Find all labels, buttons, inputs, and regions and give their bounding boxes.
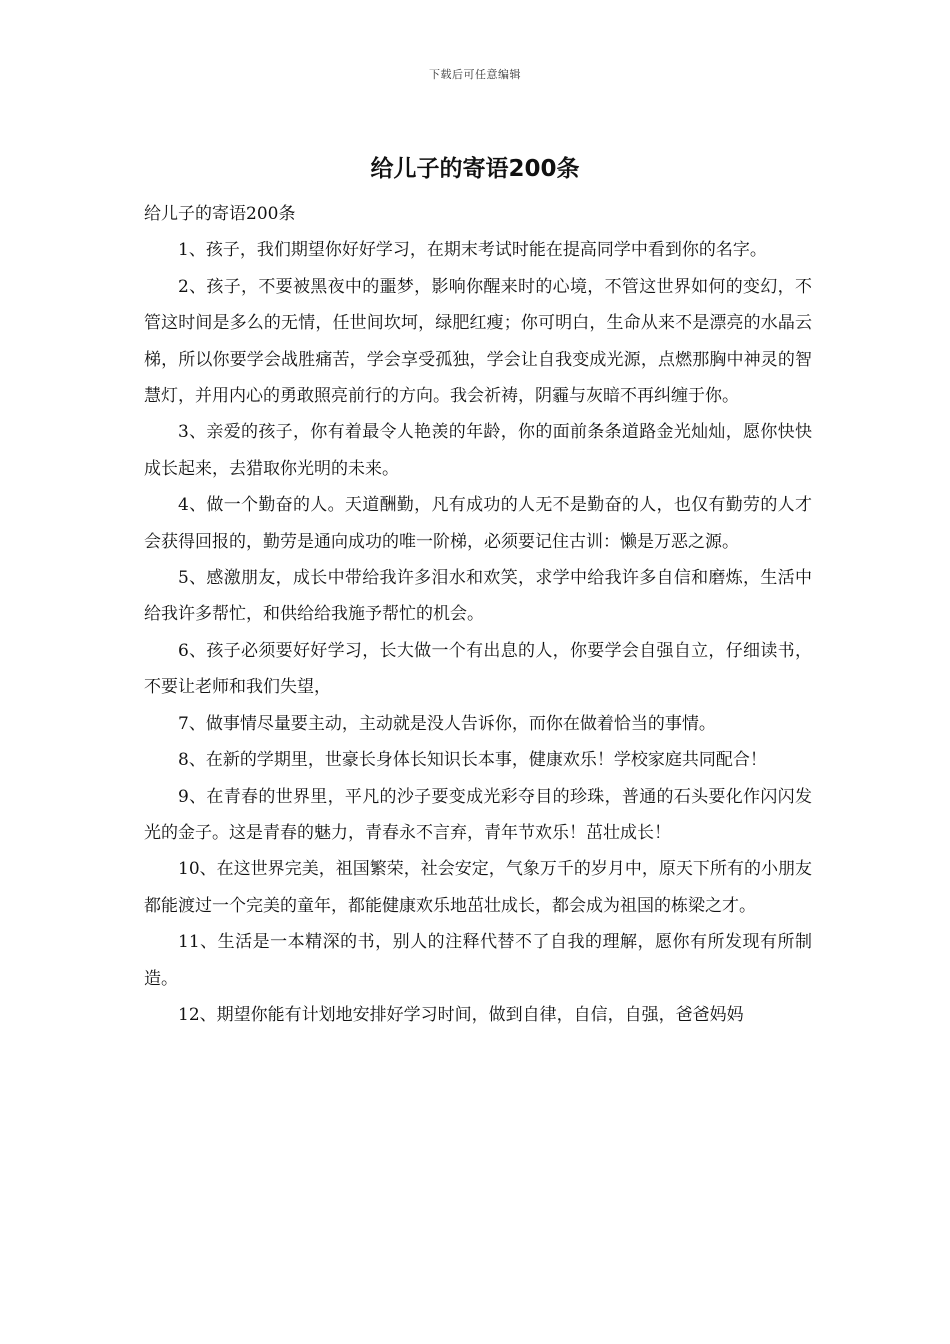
paragraph-4: 4、做一个勤奋的人。天道酬勤，凡有成功的人无不是勤奋的人，也仅有勤劳的人才会获得回报的，勤劳是通向成功的唯一阶梯，必须要记住古训：懒是万恶之源。: [144, 495, 812, 552]
paragraph-11: 11、生活是一本精深的书，别人的注释代替不了自我的理解，愿你有所发现有所制造。: [144, 932, 812, 989]
paragraph-12: 12、期望你能有计划地安排好学习时间，做到自律，自信，自强，爸爸妈妈: [178, 1004, 744, 1025]
paragraph-8: 8、在新的学期里，世豪长身体长知识长本事，健康欢乐！学校家庭共同配合！: [178, 750, 767, 771]
document-subtitle: 给儿子的寄语200条: [144, 204, 296, 224]
paragraph-3: 3、亲爱的孩子，你有着最令人艳羡的年龄，你的面前条条道路金光灿灿，愿你快快成长起来，去猎取你光明的未来。: [144, 422, 812, 479]
paragraph-7: 7、做事情尽量要主动，主动就是没人告诉你，而你在做着恰当的事情。: [178, 713, 716, 734]
page-header-note: 下载后可任意编辑: [429, 68, 521, 81]
document-title: 给儿子的寄语200条: [370, 156, 580, 182]
paragraph-9: 9、在青春的世界里，平凡的沙子要变成光彩夺目的珍珠，普通的石头要化作闪闪发光的金子。这是青春的魅力，青春永不言弃，青年节欢乐！茁壮成长！: [144, 786, 812, 843]
paragraph-1: 1、孩子，我们期望你好好学习，在期末考试时能在提高同学中看到你的名字。: [178, 240, 767, 261]
paragraph-10: 10、在这世界完美，祖国繁荣，社会安定，气象万千的岁月中，原天下所有的小朋友都能渡过一个完美的童年，都能健康欢乐地茁壮成长，都会成为祖国的栋梁之才。: [144, 859, 812, 916]
document-body: [144, 196, 812, 1033]
paragraph-5: 5、感激朋友，成长中带给我许多泪水和欢笑，求学中给我许多自信和磨炼，生活中给我许多帮忙，和供给给我施予帮忙的机会。: [144, 568, 812, 625]
paragraph-6: 6、孩子必须要好好学习，长大做一个有出息的人，你要学会自强自立，仔细读书，不要让老师和我们失望，: [144, 640, 812, 698]
paragraph-2: 2、孩子，不要被黑夜中的噩梦，影响你醒来时的心境，不管这世界如何的变幻，不管这时间是多么的无情，任世间坎坷，绿肥红瘦；你可明白，生命从来不是漂亮的水晶云梯，所以你要学会战胜痛苦，学会享受孤独，学会让自我变成光源，点燃那胸中神灵的智慧灯，并用内心的勇敢照亮前行的方向。我会祈祷，阴霾与灰暗不再纠缠于你。: [144, 276, 812, 407]
